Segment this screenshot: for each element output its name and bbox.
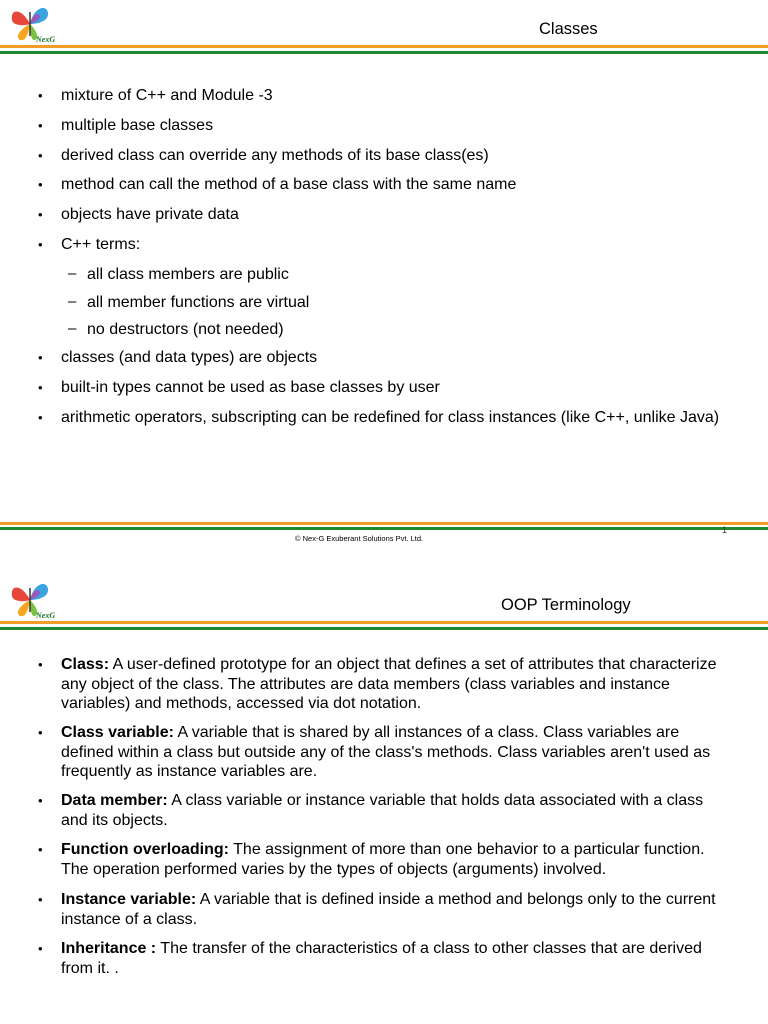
- page-number: 1: [722, 525, 728, 535]
- footer-stripe-green: [0, 527, 768, 530]
- slide-title: Classes: [539, 20, 598, 38]
- bullet-text: C++ terms:: [61, 236, 141, 253]
- definition-item: [61, 890, 726, 929]
- bullet-marker: •: [38, 177, 43, 192]
- term-label: Function overloading:: [61, 841, 229, 858]
- term-definition: The assignment of more than one behavior to a particular function. The operation performed varies by the types of objects (arguments) involved.: [61, 841, 705, 878]
- butterfly-logo-icon: [4, 578, 56, 622]
- bullet-marker: •: [38, 118, 43, 133]
- bullet-text: arithmetic operators, subscripting can be redefined for class instances (like C++, unlike Java): [61, 409, 720, 426]
- bullet-marker: •: [38, 380, 43, 395]
- bullet-marker: •: [38, 88, 43, 103]
- sub-bullet-text: no destructors (not needed): [87, 321, 284, 338]
- definition-item: [61, 791, 726, 830]
- bullet-marker: •: [38, 941, 43, 956]
- footer-copyright: © Nex-G Exuberant Solutions Pvt. Ltd.: [295, 534, 424, 543]
- bullet-marker: •: [38, 207, 43, 222]
- definition-item: [61, 939, 726, 978]
- bullet-marker: •: [38, 350, 43, 365]
- header-stripe-green: [0, 51, 768, 54]
- bullet-text: built-in types cannot be used as base classes by user: [61, 379, 440, 396]
- sub-bullet-dash: –: [68, 293, 77, 310]
- footer-stripe-orange: [0, 522, 768, 525]
- bullet-marker: •: [38, 842, 43, 857]
- slide-title: OOP Terminology: [501, 596, 631, 614]
- definition-item: [61, 723, 726, 782]
- term-label: Class variable:: [61, 724, 174, 741]
- bullet-marker: •: [38, 725, 43, 740]
- bullet-text: derived class can override any methods of its base class(es): [61, 147, 489, 164]
- sub-bullet-text: all class members are public: [87, 266, 289, 283]
- sub-bullet-text: all member functions are virtual: [87, 294, 310, 311]
- header-stripe-orange: [0, 45, 768, 48]
- term-label: Data member:: [61, 792, 168, 809]
- term-label: Inheritance :: [61, 940, 157, 957]
- term-definition: A variable that is defined inside a method and belongs only to the current instance of a class.: [61, 891, 716, 928]
- header-stripe-green: [0, 627, 768, 630]
- term-label: Instance variable:: [61, 891, 197, 908]
- sub-bullet-dash: –: [68, 265, 77, 282]
- definition-item: [61, 840, 726, 879]
- bullet-text: method can call the method of a base class with the same name: [61, 176, 517, 193]
- bullet-text: mixture of C++ and Module -3: [61, 87, 273, 104]
- bullet-marker: •: [38, 237, 43, 252]
- bullet-marker: •: [38, 657, 43, 672]
- sub-bullet-dash: –: [68, 320, 77, 337]
- bullet-marker: •: [38, 148, 43, 163]
- term-definition: A variable that is shared by all instances of a class. Class variables are defined within a class but outside any of the class's methods. Class variables aren't used as frequently as instance variables are.: [61, 724, 711, 780]
- bullet-text: multiple base classes: [61, 117, 214, 134]
- logo-text: NexG: [36, 35, 56, 44]
- term-definition: A user-defined prototype for an object that defines a set of attributes that characterize any object of the class. The attributes are data members (class variables and instance variables) and methods, accessed via dot notation.: [61, 656, 717, 712]
- term-definition: The transfer of the characteristics of a class to other classes that are derived from it. .: [61, 940, 702, 977]
- bullet-marker: •: [38, 793, 43, 808]
- header-stripe-orange: [0, 621, 768, 624]
- bullet-marker: •: [38, 892, 43, 907]
- term-label: Class:: [61, 656, 110, 673]
- butterfly-logo-icon: [4, 2, 56, 46]
- definition-item: [61, 655, 726, 714]
- term-definition: A class variable or instance variable that holds data associated with a class and its objects.: [61, 792, 704, 829]
- logo-text: NexG: [36, 611, 56, 620]
- slide-2: [0, 576, 768, 1024]
- bullet-text: objects have private data: [61, 206, 239, 223]
- bullet-text: classes (and data types) are objects: [61, 349, 318, 366]
- bullet-marker: •: [38, 410, 43, 425]
